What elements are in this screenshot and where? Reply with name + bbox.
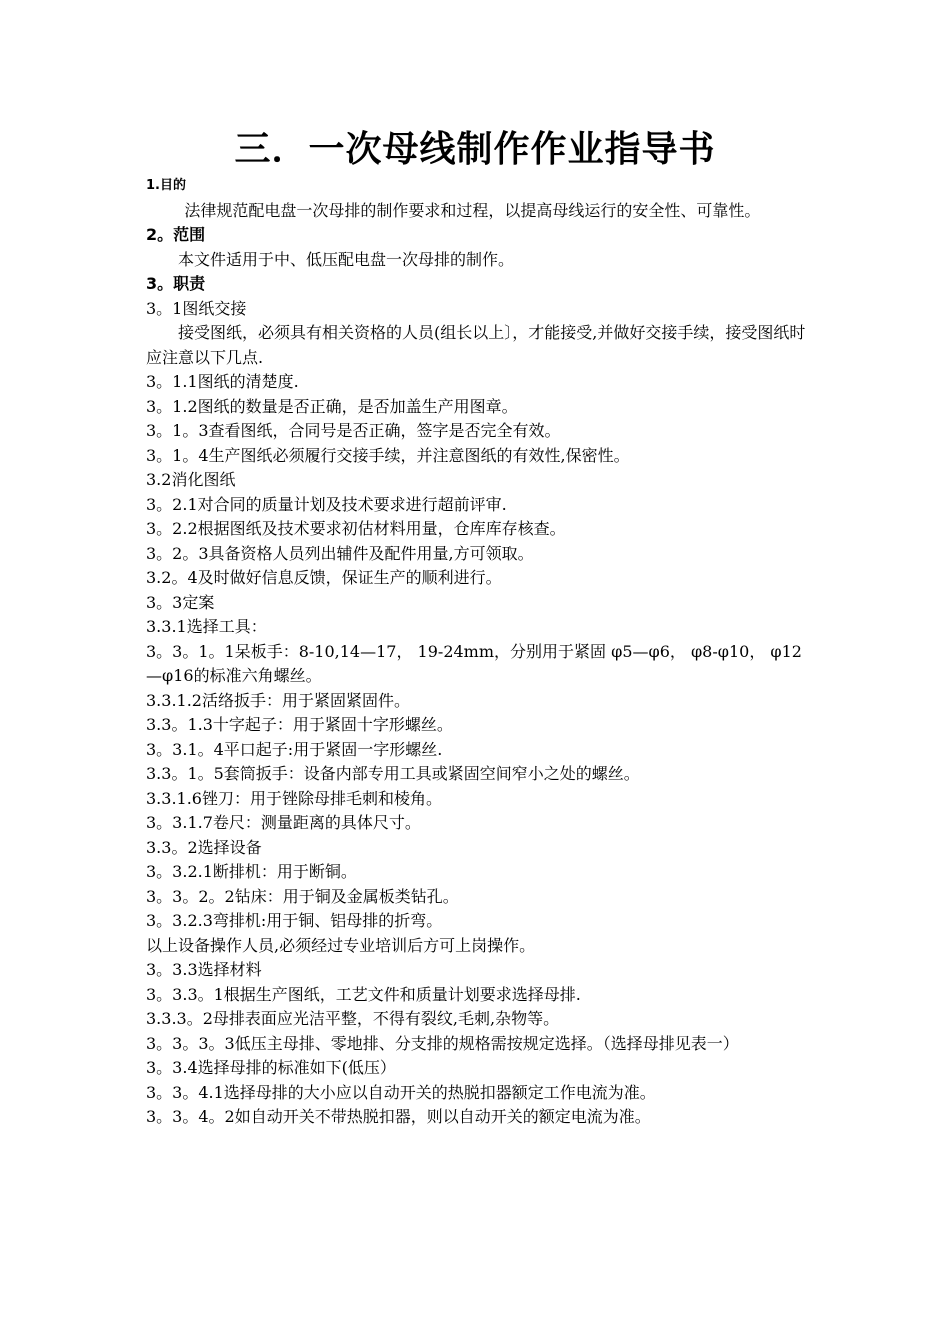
- paragraph-line: 3.3.1.6锉刀：用于锉除母排毛刺和棱角。: [146, 788, 442, 808]
- paragraph-line: 3.3。1.3十字起子：用于紧固十字形螺丝。: [146, 715, 453, 734]
- paragraph-line: 3。3。1。1呆板手：8-10,14—17， 19-24mm，分别用于紧固 φ5—φ6， φ8-φ10， φ12—φ16的标准六角螺丝。: [146, 641, 802, 685]
- paragraph-line: 3。1。3查看图纸，合同号是否正确，签字是否完全有效。: [146, 421, 561, 440]
- paragraph-line: 3.3.3。2母排表面应光洁平整，不得有裂纹,毛刺,杂物等。: [146, 1009, 560, 1028]
- paragraph-line: 3。1图纸交接: [146, 298, 247, 318]
- section-heading: 2。范围: [146, 225, 206, 244]
- paragraph-line: 3。3。2。2钻床：用于铜及金属板类钻孔。: [146, 886, 459, 906]
- paragraph-line: 3。2。3具备资格人员列出辅件及配件用量,方可领取。: [146, 543, 534, 563]
- paragraph-line: 3。3.1。4平口起子:用于紧固一字形螺丝.: [146, 739, 443, 759]
- paragraph-line: 3。3。4。2如自动开关不带热脱扣器，则以自动开关的额定电流为准。: [146, 1107, 651, 1126]
- paragraph-line: 3。3.4选择母排的标准如下(低压）: [146, 1058, 396, 1077]
- paragraph-line: 3.3。2选择设备: [146, 837, 262, 857]
- paragraph-line: 法律规范配电盘一次母排的制作要求和过程，以提高母线运行的安全性、可靠性。: [184, 200, 761, 220]
- paragraph-line: 3。3。4.1选择母排的大小应以自动开关的热脱扣器额定工作电流为准。: [146, 1082, 656, 1102]
- paragraph-line: 3。3定案: [146, 592, 215, 612]
- paragraph-line: 3。3.2.3弯排机:用于铜、铝母排的折弯。: [146, 911, 443, 930]
- paragraph-line: 3。2.1对合同的质量计划及技术要求进行超前评审.: [146, 494, 507, 514]
- section-heading: 3。职责: [146, 274, 206, 293]
- paragraph-line: 接受图纸，必须具有相关资格的人员(组长以上〕，才能接受,并做好交接手续，接受图纸时应注意以下几点.: [146, 323, 806, 367]
- document-title: 三．一次母线制作作业指导书: [234, 129, 716, 170]
- paragraph-line: 3。3。3。3低压主母排、零地排、分支排的规格需按规定选择。（选择母排见表一）: [146, 1033, 739, 1053]
- paragraph-line: 以上设备操作人员,必须经过专业培训后方可上岗操作。: [146, 935, 536, 955]
- paragraph-line: 3.3.1选择工具：: [146, 617, 267, 636]
- paragraph-line: 本文件适用于中、低压配电盘一次母排的制作。: [178, 249, 515, 269]
- paragraph-line: 3.2。4及时做好信息反馈，保证生产的顺利进行。: [146, 568, 502, 587]
- paragraph-line: 3.3。1。5套筒扳手：设备内部专用工具或紧固空间窄小之处的螺丝。: [146, 764, 640, 783]
- paragraph-line: 3。1。4生产图纸必须履行交接手续，并注意图纸的有效性,保密性。: [146, 445, 630, 465]
- paragraph-line: 3.3.1.2活络扳手：用于紧固紧固件。: [146, 690, 410, 710]
- paragraph-line: 3。1.1图纸的清楚度.: [146, 372, 299, 391]
- paragraph-line: 3。2.2根据图纸及技术要求初估材料用量，仓库库存核查。: [146, 519, 566, 538]
- paragraph-line: 3。3.3选择材料: [146, 960, 262, 979]
- paragraph-line: 3。3.3。1根据生产图纸，工艺文件和质量计划要求选择母排.: [146, 984, 581, 1004]
- paragraph-line: 3。3.2.1断排机：用于断铜。: [146, 862, 357, 881]
- paragraph-line: 3。1.2图纸的数量是否正确，是否加盖生产用图章。: [146, 396, 518, 416]
- document-body: [146, 174, 811, 1130]
- paragraph-line: 3.2消化图纸: [146, 470, 236, 489]
- paragraph-line: 3。3.1.7卷尺：测量距离的具体尺寸。: [146, 813, 421, 832]
- section-heading: 1.目的: [146, 178, 186, 193]
